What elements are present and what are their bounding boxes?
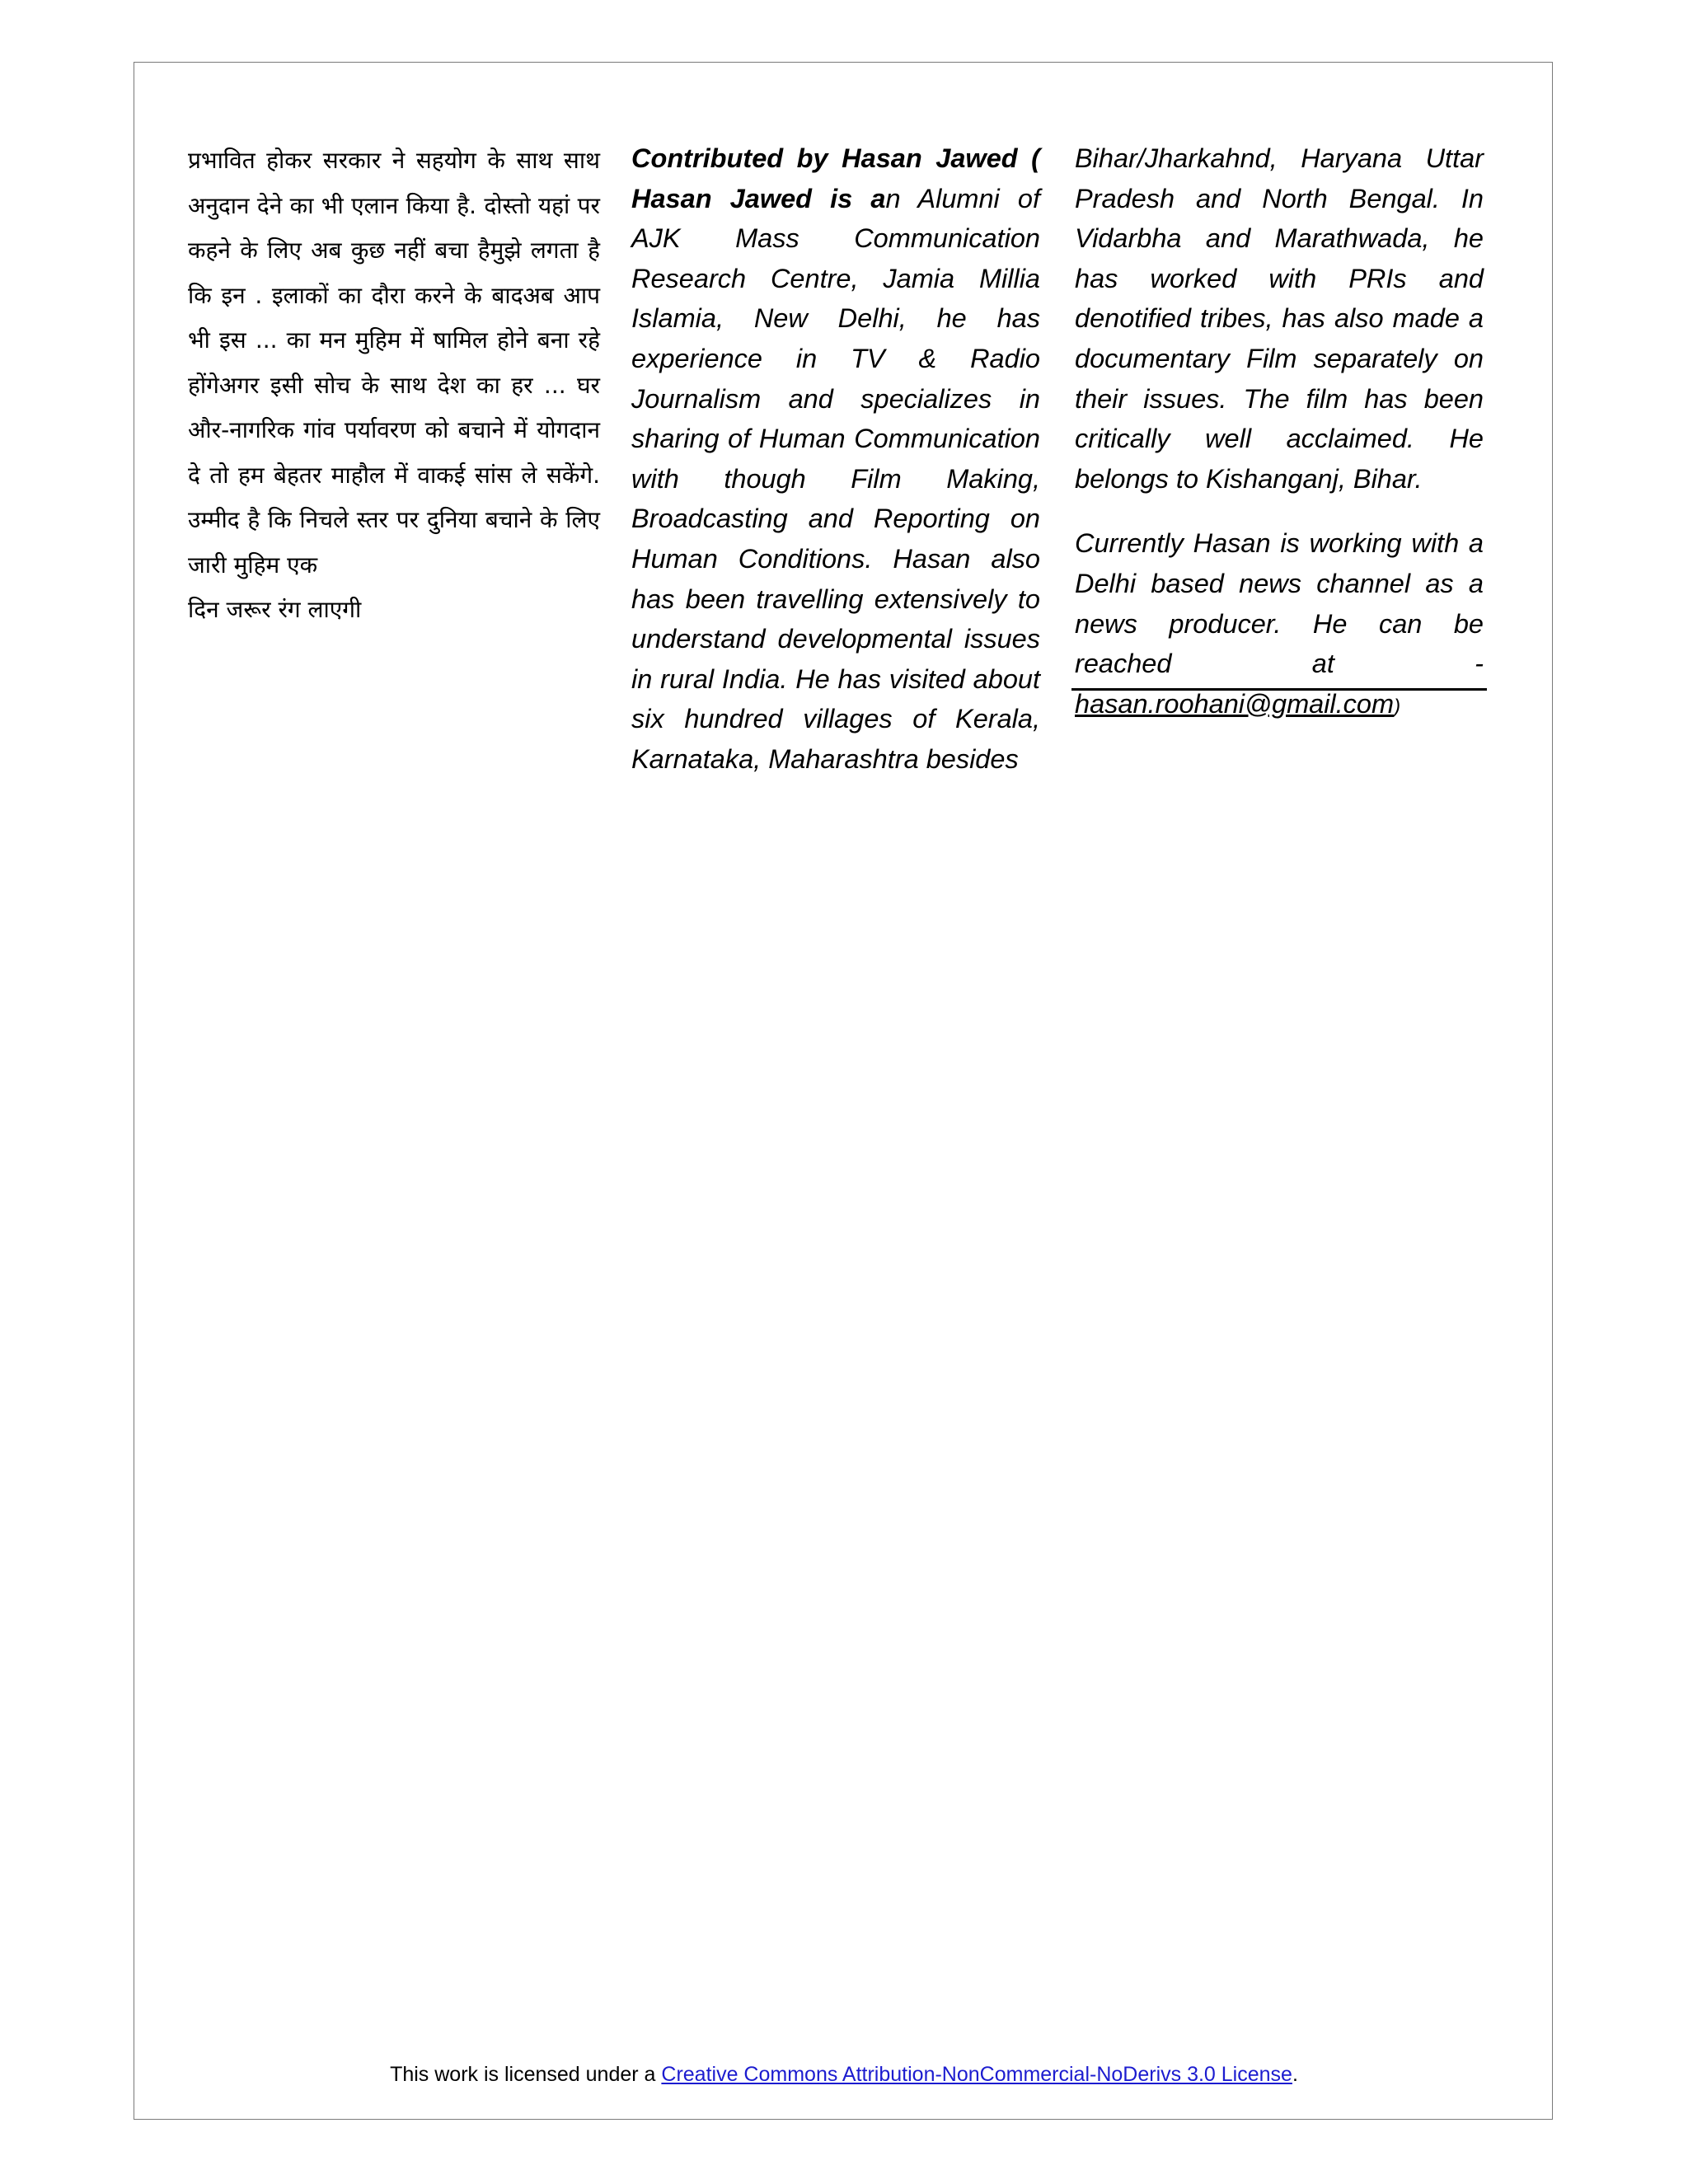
bio-paragraph-2: [1075, 523, 1484, 727]
separator-rule: [1071, 688, 1487, 691]
email-link[interactable]: hasan.roohani@gmail.com: [1075, 688, 1395, 719]
bio-paragraph-1-cont: [1075, 138, 1484, 499]
bio-part-1: n Alumni of AJK Mass Communication Research Centre, Jamia Millia Islamia, New Delhi, he has experience in TV & Radio Journalism and specializes in sharing of Human Communication with though Film Making, Broadcasting and Reporting on Human Conditions. Hasan also has been travelling extensively to understand developmental issues in rural India. He has visited about six hundred villages of Kerala, Karnataka, Maharashtra besides: [631, 183, 1040, 774]
bio-paragraph-1: [631, 138, 1040, 780]
bio-column-2: [1075, 138, 1484, 727]
hindi-column: [188, 138, 600, 633]
license-link[interactable]: Creative Commons Attribution-NonCommercial-NoDerivs 3.0 License: [661, 2063, 1292, 2086]
bio-column-1: [631, 138, 1040, 780]
license-suffix: .: [1292, 2063, 1298, 2086]
hindi-body: प्रभावित होकर सरकार ने सहयोग के साथ साथ अनुदान देने का भी एलान किया है. दोस्तो यहां पर कहने के लिए अब कुछ नहीं बचा हैमुझे लगता है कि इन . इलाकों का दौरा करने के बादअब आप भी इस ... का मन मुहिम में षामिल होने बना रहे होंगेअगर इसी सोच के साथ देश का हर ... घर और-नागरिक गांव पर्यावरण को बचाने में योगदान दे तो हम बेहतर माहौल में वाकई सांस ले सकेंगे. उम्मीद है कि निचले स्तर पर दुनिया बचाने के लिए जारी मुहिम एक: [188, 147, 600, 579]
license-footer: [0, 2063, 1688, 2087]
bio-bold-lead: Contributed by Hasan Jawed ( Hasan Jawed is a: [631, 143, 1040, 213]
bio-part-2: Bihar/Jharkahnd, Haryana Uttar Pradesh and North Bengal. In Vidarbha and Marathwada, he has worked with PRIs and denotified tribes, has also made a documentary Film separately on their issues. The film has been critically well acclaimed. He belongs to Kishanganj, Bihar.: [1075, 143, 1484, 494]
hindi-paragraph: [188, 138, 600, 633]
license-prefix: This work is licensed under a: [390, 2063, 662, 2086]
closing-paren: ): [1394, 695, 1401, 718]
bio-current: Currently Hasan is working with a Delhi based news channel as a news producer. He can be reached at -: [1075, 528, 1484, 679]
hindi-last-line: दिन जरूर रंग लाएगी: [188, 596, 362, 623]
